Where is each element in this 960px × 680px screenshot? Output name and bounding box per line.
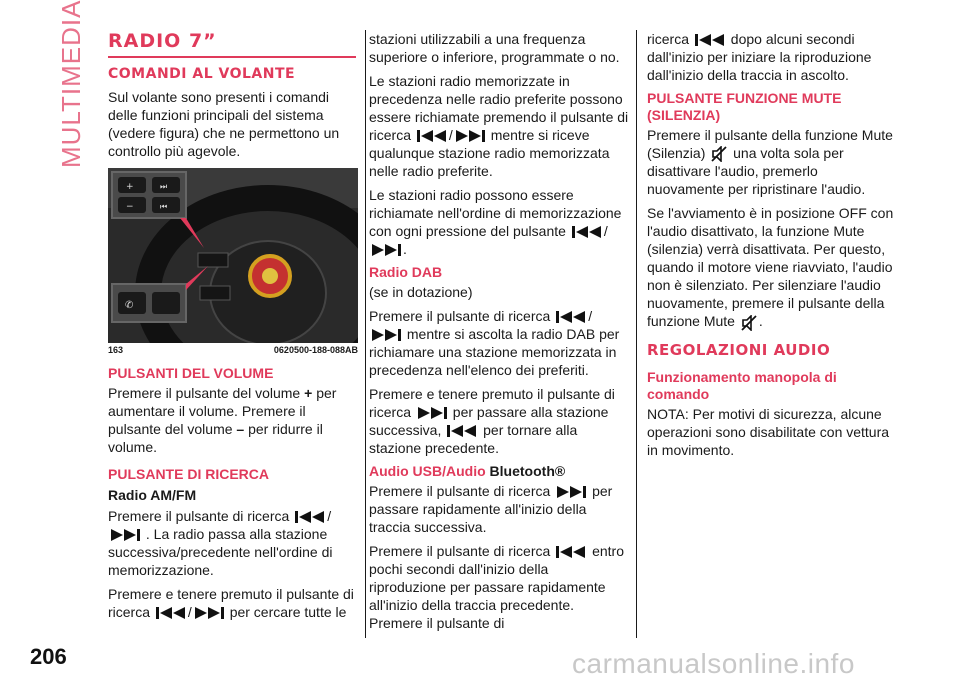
volume-heading: PULSANTI DEL VOLUME — [108, 365, 274, 381]
usb-paragraph-2 — [369, 542, 629, 632]
seek-forward-icon — [556, 485, 586, 499]
mute-heading: PULSANTE FUNZIONE MUTE (SILENZIA) — [647, 90, 842, 123]
subsection-steering-controls: COMANDI AL VOLANTE — [108, 66, 296, 82]
am1-text-b: . La radio passa alla stazione successiva/precedente nell'ordine di memorizzazione. — [108, 526, 333, 578]
nota-paragraph: NOTA: Per motivi di sicurezza, alcune operazioni sono disabilitate con vettura in movimento. — [647, 405, 890, 458]
figure-caption — [108, 345, 358, 355]
mute1-text-b: una volta sola per disattivare l'audio, premerlo nuovamente per ripristinare l'audio. — [647, 145, 866, 198]
am2-text-b: per cercare tutte le — [229, 604, 347, 620]
svg-text:✆: ✆ — [125, 300, 134, 311]
seek-back-icon — [695, 33, 725, 47]
seek-forward-icon — [455, 129, 485, 143]
mute-paragraph-2 — [647, 204, 897, 330]
usb-paragraph-1 — [369, 482, 629, 536]
seek-back-icon — [556, 310, 586, 324]
usb2-text-b: entro pochi secondi dall'inizio della riproduzione per passare rapidamente all'inizio della traccia precedente. Premere il pulsante di — [369, 543, 624, 631]
col2-paragraph-3: Le stazioni radio possono essere richiamate nell'ordine di memorizzazione con ogni pressione del pulsante /. — [369, 187, 622, 257]
col3-paragraph-1 — [647, 30, 897, 84]
seek-back-icon — [556, 545, 586, 559]
mute-icon — [741, 315, 757, 331]
dab2-text-a: Premere e tenere premuto il pulsante di ricerca — [369, 386, 615, 420]
seek-forward-icon — [417, 406, 447, 420]
usb-heading-text: Audio USB/Audio — [369, 463, 486, 479]
section-title: RADIO 7” — [108, 30, 217, 52]
dab-paragraph-1: Premere il pulsante di ricerca / mentre si ascolta la radio DAB per richiamare una stazione memorizzata in precedenza nell'elenco dei preferiti. — [369, 308, 620, 378]
dab1-text-a: Premere il pulsante di ricerca — [369, 308, 551, 324]
volume-text-a: Premere il pulsante del volume — [108, 385, 301, 401]
dab-heading: Radio DAB — [369, 264, 443, 280]
am-paragraph-2: Premere e tenere premuto il pulsante di ricerca / per cercare tutte le — [108, 586, 354, 620]
p2-text-a: Le stazioni radio memorizzate in precedenza nelle radio preferite possono essere richiamate premendo il pulsante di ricerca — [369, 73, 629, 143]
volume-paragraph — [108, 384, 358, 456]
mute-paragraph-1 — [647, 126, 897, 198]
seek-back-icon — [572, 225, 602, 239]
page-number: 206 — [30, 644, 67, 669]
audio-settings-heading: REGOLAZIONI AUDIO — [647, 340, 831, 359]
p3-text-a: Le stazioni radio possono essere richiamate nell'ordine di memorizzazione con ogni pressione del pulsante — [369, 187, 622, 239]
svg-text:⏮: ⏮ — [160, 202, 168, 211]
column-divider — [636, 30, 637, 638]
usb1-text-a: Premere il pulsante di ricerca — [369, 483, 551, 499]
seek-forward-icon — [371, 328, 401, 342]
seek-back-icon — [447, 424, 477, 438]
mute-icon — [711, 146, 727, 162]
mute2-text-a: Se l'avviamento è in posizione OFF con l'audio disattivato, la funzione Mute (silenzia) verrà disattivata. Per questo, quando il motore viene riavviato, l'audio non è silenziato. Per silenziare l'audio nuovamente, premere il pulsante della funzione Mute — [647, 205, 894, 330]
column-1 — [108, 30, 358, 627]
steering-wheel-figure — [108, 168, 358, 343]
volume-text-b: per aumentare il volume. Premere il pulsante del volume — [108, 385, 337, 437]
col3-p1-text-a: ricerca — [647, 31, 690, 47]
column-2 — [369, 30, 629, 638]
am1-text-a: Premere il pulsante di ricerca — [108, 508, 290, 524]
col2-paragraph-2: Le stazioni radio memorizzate in precedenza nelle radio preferite possono essere richiamate premendo il pulsante di ricerca / mentre si riceve qualunque stazione radio memorizzata nelle radio preferite. — [369, 73, 629, 179]
svg-text:+: + — [126, 182, 134, 192]
figure-number: 163 — [108, 345, 124, 355]
minus-symbol: – — [236, 421, 245, 437]
mute2-text-b: . — [758, 313, 763, 330]
dab2-text-c: per tornare alla stazione precedente. — [369, 422, 578, 456]
seek-back-icon — [417, 129, 447, 143]
bluetooth-heading-text: Bluetooth® — [489, 463, 566, 479]
seek-back-icon — [156, 606, 186, 620]
side-section-label: MULTIMEDIA — [56, 0, 86, 168]
seek-forward-icon — [110, 528, 140, 542]
figure-code: 0620500-188-088AB — [273, 345, 358, 355]
dab-paragraph-2 — [369, 385, 629, 457]
mute1-text-a: Premere il pulsante della funzione Mute (Silenzia) — [647, 127, 893, 161]
am-paragraph-1: Premere il pulsante di ricerca / . La radio passa alla stazione successiva/precedente nell'ordine di memorizzazione. — [108, 508, 333, 578]
am2-text-a: Premere e tenere premuto il pulsante di ricerca — [108, 586, 354, 620]
dab-subtitle: (se in dotazione) — [369, 284, 473, 300]
seek-forward-icon — [194, 606, 224, 620]
volume-text-c: per ridurre il volume. — [108, 421, 323, 455]
title-rule — [108, 56, 356, 58]
svg-text:−: − — [126, 202, 134, 212]
watermark: carmanualsonline.info — [572, 648, 855, 679]
steering-wheel-illustration — [108, 168, 358, 343]
am-fm-heading: Radio AM/FM — [108, 487, 197, 503]
dab2-text-b: per passare alla stazione successiva, — [369, 404, 609, 438]
seek-back-icon — [295, 510, 325, 524]
usb1-text-b: per passare rapidamente all'inizio della traccia successiva. — [369, 483, 613, 535]
col2-paragraph-1: stazioni utilizzabili a una frequenza superiore o inferiore, programmate o no. — [369, 31, 620, 65]
usb-bluetooth-heading — [369, 463, 629, 480]
col3-p1-text-b: dopo alcuni secondi dall'inizio per iniziare la riproduzione dall'inizio della traccia in ascolto. — [647, 31, 872, 83]
intro-paragraph: Sul volante sono presenti i comandi delle funzioni principali del sistema (vedere figura) che ne permettono un controllo più agevole. — [108, 89, 340, 159]
search-heading: PULSANTE DI RICERCA — [108, 466, 270, 482]
usb2-text-a: Premere il pulsante di ricerca — [369, 543, 551, 559]
column-3 — [647, 30, 897, 465]
plus-symbol: + — [304, 385, 313, 401]
p2-text-b: mentre si riceve qualunque stazione radio memorizzata nelle radio preferite. — [369, 127, 610, 179]
seek-forward-icon — [371, 243, 401, 257]
svg-text:⏭: ⏭ — [160, 182, 168, 191]
knob-heading: Funzionamento manopola di comando — [647, 368, 837, 402]
dab1-text-b: mentre si ascolta la radio DAB per richiamare una stazione memorizzata in precedenza nell'elenco dei preferiti. — [369, 326, 620, 378]
column-divider — [365, 30, 366, 638]
